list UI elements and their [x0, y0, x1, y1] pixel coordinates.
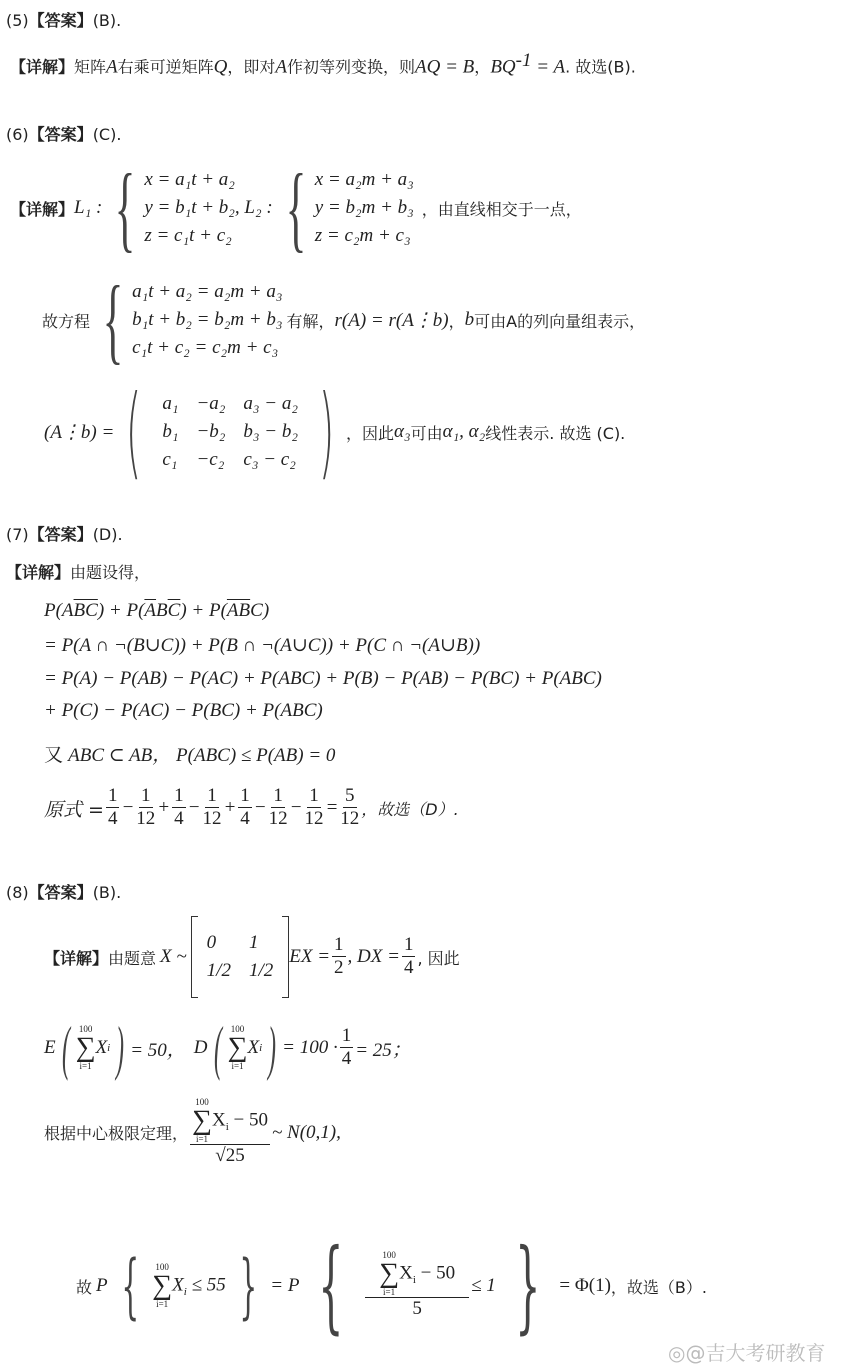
math: α₃ — [393, 421, 411, 442]
equation: y = b₁t + b₂ — [144, 197, 235, 218]
math-token: −c₂ — [196, 449, 225, 470]
text: ，因此 — [345, 423, 394, 443]
q8-header — [6, 880, 121, 903]
math-token: 1/2 — [248, 960, 274, 981]
answer-value: (C). — [92, 125, 122, 144]
math-token: = 50， — [130, 1039, 186, 1061]
equation: y = b₂m + b₃ — [314, 197, 414, 218]
equation: x = a₁t + a₂ — [144, 169, 235, 190]
math-token: X — [211, 1109, 226, 1131]
detail-tag: 【详解】 — [44, 948, 109, 968]
answer-tag: 【答案】 — [28, 525, 93, 544]
math-token: 100 — [382, 1250, 396, 1261]
distribution-matrix — [191, 916, 290, 998]
math: = A — [531, 56, 566, 78]
q6-system: 故方程 { a₁t + a₂ = a₂m + a₃ b₁t + b₂ = b₂m + b₃ c₁t + c₂ = c₂m + c₃ 有解， r(A) = r(A⋮b) ， b 可由A的列向量组表示， — [42, 266, 646, 373]
q8-clt: 根据中心极限定理， 100 ∑ i=1 $X_i - 50$ √25 ~ N(0,1), — [44, 1097, 341, 1166]
q6-lines: 【详解】 L₁ : { x = a₁t + a₂ y = b₁t + b₂ z = c₁t + c₂ , L₂ : { x = a₂m + a₃ y = b₂m + b₃ z = c₂m + c₃ ，由直线相交于一点， — [10, 154, 582, 261]
math-token: 100 — [155, 1262, 169, 1272]
equation: z = c₂m + c₃ — [314, 225, 411, 246]
math-token: 100 — [230, 1024, 245, 1034]
math-token: 5 — [412, 1298, 422, 1320]
math-token: 5 — [345, 785, 355, 806]
math: (A⋮b) = — [44, 421, 115, 443]
math-token: 1 — [207, 785, 217, 806]
q6-augmented — [44, 373, 626, 490]
answer-value: (B). — [92, 883, 122, 902]
q5-detail — [10, 50, 636, 78]
math-token: 100 — [78, 1024, 93, 1034]
text: 由题设得， — [70, 563, 151, 582]
math-token: i — [183, 1286, 187, 1299]
text: 又 — [44, 744, 64, 766]
equation: x = a₂m + a₃ — [314, 169, 414, 190]
math-token: = 100 · — [282, 1037, 338, 1058]
math-token: i — [259, 1042, 263, 1054]
math: -1 — [515, 50, 532, 71]
math-token: i=1 — [79, 1061, 92, 1071]
math-token: = P — [270, 1275, 300, 1296]
text: 由题意 — [108, 948, 157, 968]
q7-line-1: = P(A ∩ ¬(B∪C)) + P(B ∩ ¬(A∪C)) + P(C ∩ ¬(A∪B)) — [44, 635, 481, 656]
math-token: P — [96, 1275, 108, 1296]
q8-expectation: E ( 100 ∑ i=1 X i ) = 50， D ( 100 ∑ i=1 X i ) = 100 · $\frac{1}{4}$ = 25； — [44, 1015, 411, 1081]
math-token: 2 — [334, 956, 344, 978]
detail-tag: 【详解】 — [6, 563, 71, 582]
math: BQ — [490, 56, 516, 78]
q6-header — [6, 122, 121, 145]
question-number: (7) — [6, 525, 29, 544]
math: X ~ — [160, 946, 187, 967]
weibo-icon: ◎ — [668, 1341, 686, 1365]
math-token: = Φ(1) — [559, 1275, 611, 1296]
text: 原式 = — [44, 798, 104, 821]
math-token: 1/2 — [206, 960, 231, 981]
augmented-matrix: ( a₁ −a₂ a₃ − a₂ b₁ −b₂ b₃ − b₂ c₁ −c₂ c₃ − c₂ ) — [126, 373, 335, 490]
answer-tag: 【答案】 — [28, 125, 93, 144]
math: Q — [213, 56, 228, 78]
math-token: 4 — [107, 807, 118, 829]
equation: z = c₁t + c₂ — [144, 225, 232, 246]
equation: a₁t + a₂ = a₂m + a₃ — [132, 281, 283, 302]
math-token: − — [253, 797, 267, 819]
q7-detail — [6, 560, 150, 583]
math: ~ N(0,1), — [272, 1121, 341, 1143]
q8-final: 故 P { 100 ∑ i=1 $X_i \le 55$ } = P { 100 ∑ i=1 $X_i - 50$ 5 ≤ 1 } = Φ(1) ，故选（B）. — [76, 1227, 707, 1344]
math-token: 4 — [240, 807, 250, 829]
math-token: a₃ − a₂ — [243, 393, 298, 414]
math: r(A) = r(A⋮b) — [334, 309, 449, 331]
math-token: a₁ — [162, 393, 179, 414]
math-token: i — [107, 1042, 111, 1054]
math-token: 1 — [403, 933, 414, 955]
math-token: 1 — [248, 932, 259, 953]
math: ABC ⊂ AB， P(ABC) ≤ P(AB) = 0 — [68, 745, 336, 766]
math-token: − — [121, 797, 135, 819]
q7-line-0: $P(A\overline{BC}) + P(\overline{A}B\overline{C}) + P(\overline{AB}C)$ — [44, 600, 270, 621]
math-token: i=1 — [383, 1287, 396, 1298]
q5-header — [6, 8, 121, 31]
math-token: − 50 — [420, 1262, 456, 1284]
math-token: D — [193, 1037, 208, 1058]
math: AQ = B — [415, 56, 475, 78]
text: 根据中心极限定理， — [44, 1124, 189, 1144]
math-token: i=1 — [231, 1061, 244, 1071]
math-token: X — [95, 1037, 108, 1058]
math-token: b₁ — [162, 421, 179, 442]
math-token: 12 — [340, 807, 360, 829]
math-token: = 25； — [355, 1039, 411, 1061]
math-token: i — [412, 1274, 416, 1287]
math-token: √25 — [215, 1145, 245, 1166]
text: ，故选（B）. — [610, 1277, 707, 1297]
q7-line-3: + P(C) − P(AC) − P(BC) + P(ABC) — [44, 700, 323, 721]
detail-tag: 【详解】 — [10, 199, 75, 219]
math-token: 1 — [240, 785, 250, 806]
math-token: c₁ — [162, 449, 178, 470]
math: , DX = — [347, 946, 400, 967]
math-token: i — [225, 1121, 229, 1134]
text: 可由 — [410, 423, 443, 443]
q7-line-2: = P(A) − P(AB) − P(AC) + P(ABC) + P(B) − P(AB) − P(BC) + P(ABC) — [44, 668, 602, 689]
math-token: 1 — [309, 785, 319, 806]
answer-tag: 【答案】 — [28, 883, 93, 902]
math-token: E — [44, 1037, 56, 1058]
math-token: c₃ − c₂ — [243, 449, 296, 470]
math-token: + — [223, 797, 237, 819]
math-token: 0 — [206, 932, 217, 953]
math-token: − — [289, 797, 303, 819]
question-number: (5) — [6, 11, 29, 30]
math-token: X — [172, 1274, 184, 1296]
answer-value: (B). — [92, 11, 122, 30]
text: ，即对 — [227, 57, 276, 77]
math-token: − 50 — [233, 1109, 268, 1131]
text: ，故选（D）. — [361, 799, 459, 819]
math-token: 4 — [403, 956, 414, 978]
math: EX = — [289, 946, 331, 967]
math-token: 100 — [195, 1097, 209, 1107]
q7-result: 原式 = $\frac{1}{4}$ − $\frac{1}{12}$ + $\frac{1}{4}$ − $\frac{1}{12}$ + $\frac{1}{4}$ − $\frac{1}{12}$ − $\frac{1}{12}$ = $\frac{5}{12}$ ，故选（D）. — [44, 785, 459, 829]
detail-tag: 【详解】 — [10, 57, 75, 77]
watermark-text: @吉大考研教育 — [685, 1341, 826, 1365]
math: A — [275, 56, 288, 78]
q7-again — [44, 740, 335, 767]
math-token: 12 — [268, 807, 288, 829]
math-token: − — [187, 797, 201, 819]
math-token: 1 — [273, 785, 283, 806]
answer-tag: 【答案】 — [28, 11, 93, 30]
text: ， — [474, 57, 491, 77]
math: L₁ : — [74, 197, 103, 218]
math-token: i=1 — [195, 1134, 209, 1144]
math-token: b₃ − b₂ — [243, 421, 298, 442]
math-token: 1 — [141, 785, 151, 806]
math-token: + — [157, 797, 171, 819]
equation: b₁t + b₂ = b₂m + b₃ — [132, 309, 283, 330]
math-token: 12 — [136, 807, 156, 829]
text: 作初等列变换，则 — [287, 57, 416, 77]
math: α₁, α₂ — [442, 421, 486, 442]
math-token: −b₂ — [196, 421, 226, 442]
math-token: 12 — [202, 807, 222, 829]
math-token: 4 — [341, 1047, 352, 1069]
watermark — [668, 1337, 825, 1366]
math-token: 1 — [107, 785, 118, 806]
question-number: (6) — [6, 125, 29, 144]
text: 矩阵 — [74, 57, 107, 77]
q8-detail — [44, 916, 460, 998]
math: A — [106, 56, 118, 78]
answer-value: (D). — [92, 525, 123, 544]
text: 右乘可逆矩阵 — [117, 57, 214, 77]
math: , L₂ : — [234, 197, 273, 218]
math-token: 1 — [341, 1024, 352, 1046]
q7-header — [6, 522, 123, 545]
math-token: ≤ 55 — [191, 1274, 226, 1296]
math-token: X — [399, 1262, 413, 1284]
math-token: 12 — [304, 807, 324, 829]
text: 线性表示. 故选 (C). — [485, 423, 626, 443]
text: , 因此 — [417, 948, 460, 968]
math-token: 1 — [174, 785, 184, 806]
text: 故 — [76, 1277, 93, 1297]
math-token: X — [247, 1037, 260, 1058]
math: b — [464, 309, 475, 330]
math-token: i=1 — [156, 1299, 169, 1309]
equation: c₁t + c₂ = c₂m + c₃ — [132, 337, 279, 358]
text: 可由A的列向量组表示， — [474, 311, 646, 331]
math-token: ≤ 1 — [471, 1275, 496, 1296]
text: 有解， — [286, 311, 335, 331]
text: . 故选(B). — [565, 57, 636, 77]
math-token: 4 — [174, 807, 184, 829]
math-token: 1 — [334, 933, 344, 955]
text: 故方程 — [42, 311, 91, 331]
text: ，由直线相交于一点， — [421, 199, 582, 219]
math-token: −a₂ — [196, 393, 226, 414]
question-number: (8) — [6, 883, 29, 902]
